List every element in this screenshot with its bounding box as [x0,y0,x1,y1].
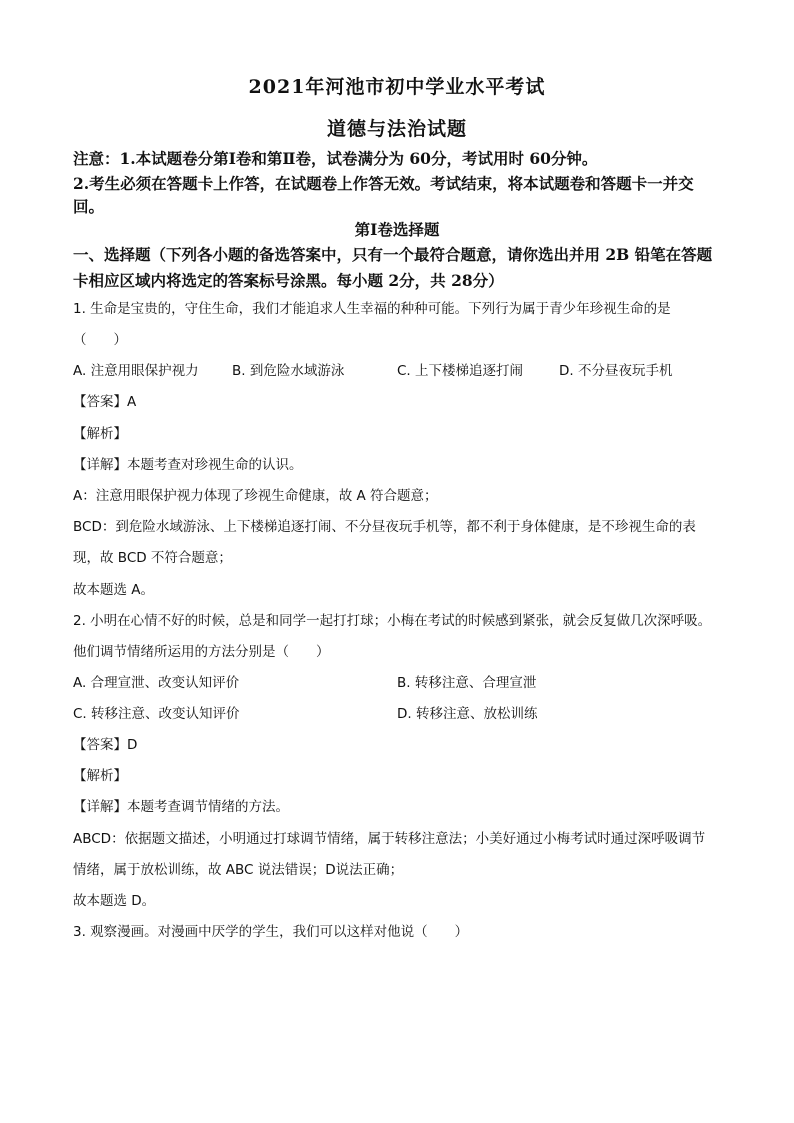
q1-bracket: （ ） [73,332,127,348]
q1-answer: 【答案】A [73,394,137,410]
q2-conclusion: 故本题选 D。 [73,893,156,909]
q1-detail: 【详解】本题考查对珍视生命的认识。 [73,457,303,473]
notice-line-1: 注意：1.本试题卷分第Ⅰ卷和第Ⅱ卷，试卷满分为 60分，考试用时 60分钟。 [73,149,598,168]
exam-subtitle: 道德与法治试题 [326,118,467,140]
q1-stem: 1. 生命是宝贵的，守住生命，我们才能追求人生幸福的种种可能。下列行为属于青少年珍视生命的是 [73,301,671,317]
q2-detail: 【详解】本题考查调节情绪的方法。 [73,799,289,815]
q1-explanation-3: 现，故 BCD 不符合题意； [73,550,232,566]
q2-explanation-1: ABCD：依据题文描述，小明通过打球调节情绪，属于转移注意法；小美好通过小梅考试时通过深呼吸调节 [73,831,706,847]
q2-option-a: A. 合理宣泄、改变认知评价 [73,675,240,691]
notice-line-3: 回。 [73,197,105,216]
q2-stem-2: 他们调节情绪所运用的方法分别是（ ） [73,644,330,660]
q2-option-d: D. 转移注意、放松训练 [397,706,538,722]
part-header-line-2: 卡相应区域内将选定的答案标号涂黑。每小题 2分，共 28分） [73,271,504,290]
q1-explanation-2: BCD：到危险水域游泳、上下楼梯追逐打闹、不分昼夜玩手机等，都不利于身体健康，是不珍视生命的表 [73,519,696,535]
q2-stem-1: 2. 小明在心情不好的时候，总是和同学一起打打球；小梅在考试的时候感到紧张，就会反复做几次深呼吸。 [73,613,712,629]
q2-option-b: B. 转移注意、合理宣泄 [397,675,537,691]
q1-analysis-label: 【解析】 [73,426,127,442]
q2-explanation-2: 情绪，属于放松训练，故 ABC 说法错误；D说法正确； [73,862,404,878]
section-title: 第Ⅰ卷选择题 [354,220,440,239]
q2-analysis-label: 【解析】 [73,768,127,784]
q1-option-c: C. 上下楼梯追逐打闹 [397,363,524,379]
q1-option-d: D. 不分昼夜玩手机 [559,363,673,379]
notice-line-2: 2.考生必须在答题卡上作答，在试题卷上作答无效。考试结束，将本试题卷和答题卡一并交 [73,174,694,193]
q1-conclusion: 故本题选 A。 [73,582,155,598]
q3-stem: 3. 观察漫画。对漫画中厌学的学生，我们可以这样对他说（ ） [73,924,469,940]
q2-answer: 【答案】D [73,737,138,753]
q2-option-c: C. 转移注意、改变认知评价 [73,706,240,722]
part-header-line-1: 一、选择题（下列各小题的备选答案中，只有一个最符合题意，请你选出并用 2B 铅笔在答题 [73,245,713,264]
exam-title: 2021年河池市初中学业水平考试 [248,76,546,98]
q1-option-a: A. 注意用眼保护视力 [73,363,199,379]
part-header [73,242,725,294]
q1-option-b: B. 到危险水域游泳 [232,363,345,379]
q1-explanation-1: A：注意用眼保护视力体现了珍视生命健康，故 A 符合题意； [73,488,438,504]
